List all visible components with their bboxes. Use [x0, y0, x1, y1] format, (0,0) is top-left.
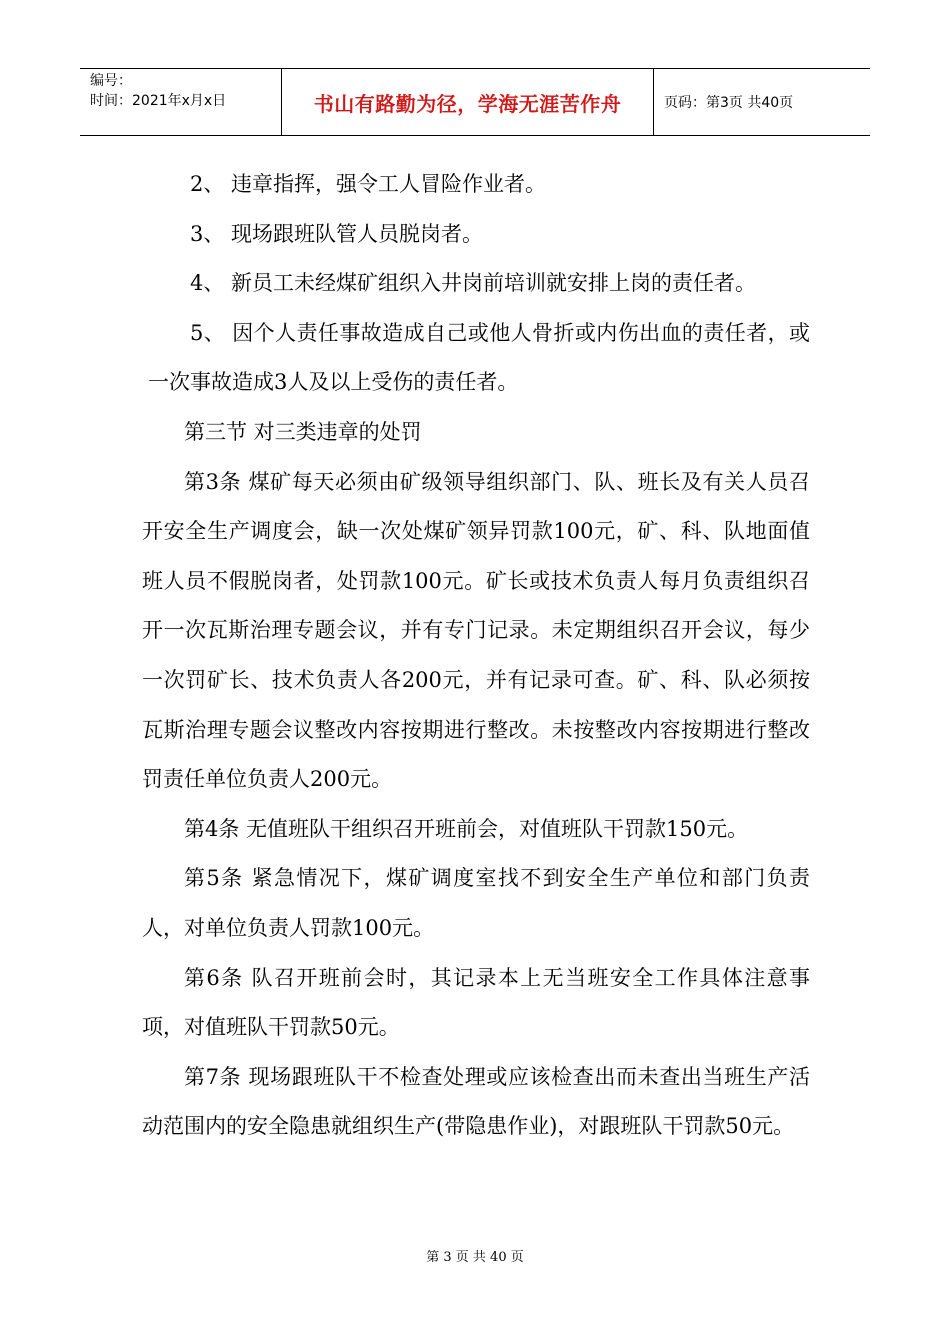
article-3: 第3条 煤矿每天必须由矿级领导组织部门、队、班长及有关人员召开安全生产调度会，缺一次处煤矿领异罚款100元，矿、科、队地面值班人员不假脱岗者，处罚款100元。矿长或技术负责人每月负责组织召开一次瓦斯治理专题会议，并有专门记录。未定期组织召开会议，每少一次罚矿长、技术负责人各200元，并有记录可查。矿、科、队必须按瓦斯治理专题会议整改内容按期进行整改。未按整改内容按期进行整改罚责任单位负责人200元。 — [142, 469, 810, 792]
article-4: 第4条 无值班队干组织召开班前会，对值班队干罚款150元。 — [184, 816, 749, 841]
page-header — [80, 68, 870, 136]
list-item-3: 3、 现场跟班队管人员脱岗者。 — [190, 221, 484, 246]
list-item-2: 2、 违章指挥，强令工人冒险作业者。 — [190, 172, 547, 196]
section-heading: 第三节 对三类违章的处罚 — [184, 419, 422, 444]
list-item-5: 5、 因个人责任事故造成自己或他人骨折或内伤出血的责任者，或一次事故造成3人及以上受伤的责任者。 — [148, 320, 810, 395]
article-5: 第5条 紧急情况下，煤矿调度室找不到安全生产单位和部门负责人，对单位负责人罚款100元。 — [142, 866, 810, 940]
page-footer: 第 3 页 共 40 页 — [426, 1250, 524, 1265]
document-date-label: 时间：2021年x月x日 — [90, 93, 227, 109]
document-number-label: 编号： — [90, 73, 132, 89]
list-item-4: 4、 新员工未经煤矿组织入井岗前培训就安排上岗的责任者。 — [190, 271, 757, 296]
header-meta — [80, 69, 282, 135]
document-body — [142, 160, 810, 1152]
article-7: 第7条 现场跟班队干不检查处理或应该检查出而未查出当班生产活动范围内的安全隐患就组织生产(带隐患作业)，对跟班队干罚款50元。 — [142, 1064, 810, 1139]
header-motto: 书山有路勤为径，学海无涯苦作舟 — [282, 69, 654, 135]
article-6: 第6条 队召开班前会时，其记录本上无当班安全工作具体注意事项，对值班队干罚款50元。 — [142, 965, 810, 1040]
header-page-number: 页码：第3页 共40页 — [664, 95, 794, 111]
